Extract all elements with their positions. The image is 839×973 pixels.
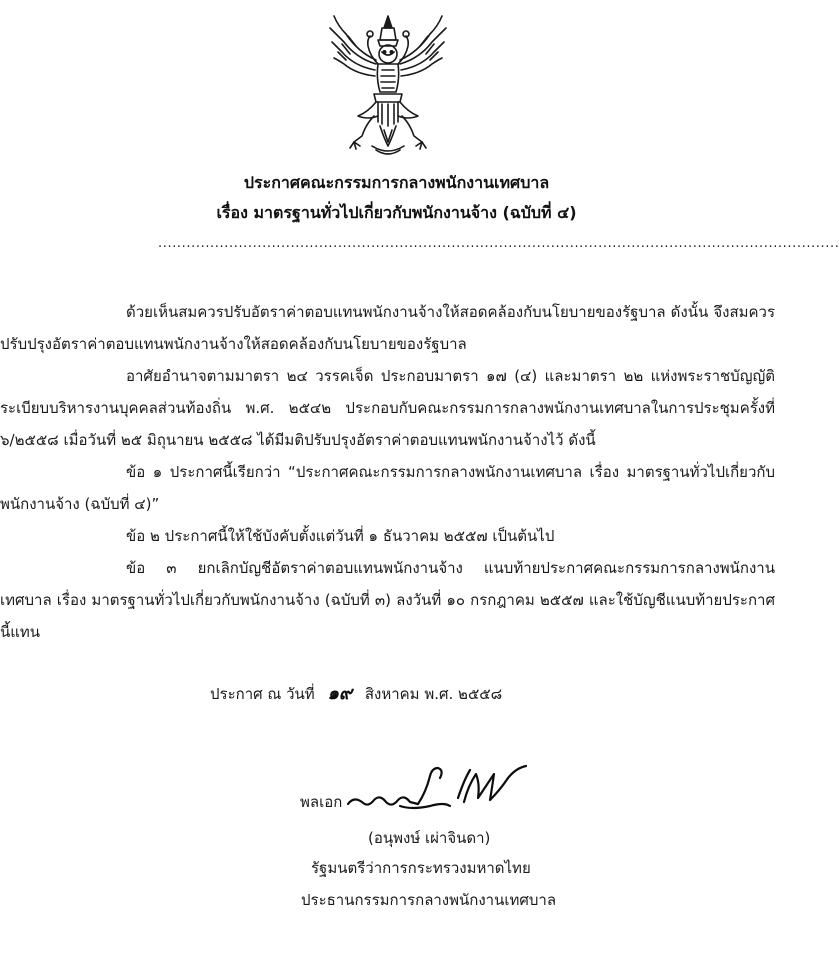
handwritten-signature <box>340 762 550 822</box>
announcement-title: ประกาศคณะกรรมการกลางพนักงานเทศบาล <box>243 173 550 192</box>
signer-rank: พลเอก <box>300 793 343 811</box>
title-divider: ................................................................................................................................................ <box>158 236 839 251</box>
garuda-emblem-icon <box>328 12 448 158</box>
announcement-body <box>0 296 775 648</box>
signer-position-chairman: ประธานกรรมการกลางพนักงานเทศบาล <box>301 891 557 909</box>
announcement-subject: เรื่อง มาตรฐานทั่วไปเกี่ยวกับพนักงานจ้าง (ฉบับที่ ๔) <box>216 203 577 222</box>
announcement-date <box>210 678 502 707</box>
signer-position-minister: รัฐมนตรีว่าการกระทรวงมหาดไทย <box>311 859 531 877</box>
clause-1: ข้อ ๑ ประกาศนี้เรียกว่า “ประกาศคณะกรรมการกลางพนักงานเทศบาล เรื่อง มาตรฐานทั่วไปเกี่ยวกับพนักงานจ้าง (ฉบับที่ ๔)” <box>0 463 775 513</box>
handwritten-day: ๑๙ <box>327 683 353 704</box>
signer-name: (อนุพงษ์ เผ่าจินดา) <box>368 829 491 847</box>
paragraph-rationale: ด้วยเห็นสมควรปรับอัตราค่าตอบแทนพนักงานจ้างให้สอดคล้องกับนโยบายของรัฐบาล ดังนั้น จึงสมควรปรับปรุงอัตราค่าตอบแทนพนักงานจ้างให้สอดคล้องกับนโยบายของรัฐบาล <box>0 303 775 353</box>
date-prefix: ประกาศ ณ วันที่ <box>210 685 315 703</box>
date-month-year: สิงหาคม พ.ศ. ๒๕๕๘ <box>364 685 503 703</box>
clause-3: ข้อ ๓ ยกเลิกบัญชีอัตราค่าตอบแทนพนักงานจ้าง แนบท้ายประกาศคณะกรรมการกลางพนักงานเทศบาล เรื่อง มาตรฐานทั่วไปเกี่ยวกับพนักงานจ้าง (ฉบับที่ ๓) ลงวันที่ ๑๐ กรกฎาคม ๒๕๕๗ และใช้บัญชีแนบท้ายประกาศนี้แทน <box>0 559 775 641</box>
paragraph-authority: อาศัยอำนาจตามมาตรา ๒๔ วรรคเจ็ด ประกอบมาตรา ๑๗ (๔) และมาตรา ๒๒ แห่งพระราชบัญญัติระเบียบบริหารงานบุคคลส่วนท้องถิ่น พ.ศ. ๒๕๔๒ ประกอบกับคณะกรรมการกลางพนักงานเทศบาลในการประชุมครั้งที่ ๖/๒๕๕๘ เมื่อวันที่ ๒๕ มิถุนายน ๒๕๕๘ ได้มีมติปรับปรุงอัตราค่าตอบแทนพนักงานจ้างไว้ ดังนี้ <box>0 367 775 449</box>
clause-2: ข้อ ๒ ประกาศนี้ให้ใช้บังคับตั้งแต่วันที่ ๑ ธันวาคม ๒๕๕๗ เป็นต้นไป <box>126 527 555 545</box>
